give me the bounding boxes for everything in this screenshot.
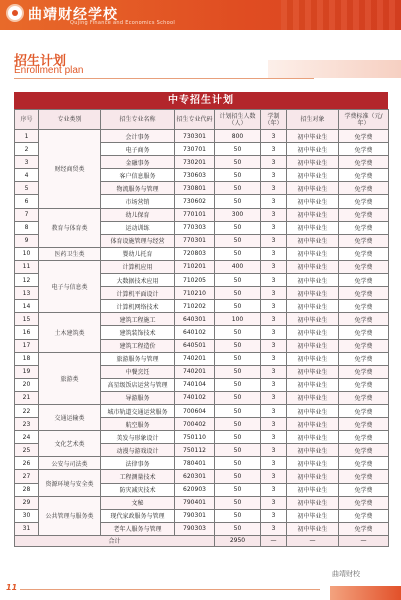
row-number-cell: 12 [15,274,39,287]
table-row [15,352,389,365]
page-number: 11 [6,583,18,592]
row-number-cell: 8 [15,221,39,234]
fee-cell: 免学费 [339,365,389,378]
major-code-cell: 740102 [175,391,215,404]
duration-cell: 3 [261,470,287,483]
title-decoration [268,60,401,78]
major-code-cell: 730801 [175,182,215,195]
major-code-cell: 710201 [175,260,215,273]
enrollment-count-cell: 400 [215,260,261,273]
total-count-cell: 2950 [215,535,261,546]
enrollment-count-cell: 50 [215,326,261,339]
category-cell: 财经商贸类 [39,130,101,209]
duration-cell: 3 [261,234,287,247]
major-name-cell: 文秘 [101,496,175,509]
duration-cell: 3 [261,509,287,522]
major-name-cell: 电子商务 [101,143,175,156]
column-header: 计划招生人数（人） [215,110,261,130]
major-name-cell: 中餐烹饪 [101,365,175,378]
duration-cell: 3 [261,208,287,221]
row-number-cell: 29 [15,496,39,509]
fee-cell: 免学费 [339,431,389,444]
enrollment-count-cell: 50 [215,470,261,483]
duration-cell: 3 [261,496,287,509]
major-code-cell: 780401 [175,457,215,470]
target-cell: 初中毕业生 [287,391,339,404]
major-code-cell: 710210 [175,287,215,300]
major-code-cell: 620903 [175,483,215,496]
major-name-cell: 体育设施管理与经营 [101,234,175,247]
major-name-cell: 计算机网络技术 [101,300,175,313]
fee-cell: 免学费 [339,182,389,195]
fee-cell: 免学费 [339,483,389,496]
fee-cell: 免学费 [339,418,389,431]
major-code-cell: 750110 [175,431,215,444]
major-code-cell: 730603 [175,169,215,182]
target-cell: 初中毕业生 [287,260,339,273]
enrollment-count-cell: 100 [215,313,261,326]
major-name-cell: 物流服务与管理 [101,182,175,195]
total-target-cell: — [287,535,339,546]
title-divider [14,78,314,79]
row-number-cell: 31 [15,522,39,535]
enrollment-count-cell: 50 [215,143,261,156]
major-name-cell: 建筑工程造价 [101,339,175,352]
duration-cell: 3 [261,300,287,313]
major-code-cell: 640301 [175,313,215,326]
fee-cell: 免学费 [339,169,389,182]
duration-cell: 3 [261,287,287,300]
enrollment-count-cell: 50 [215,496,261,509]
duration-cell: 3 [261,483,287,496]
major-name-cell: 建筑工程施工 [101,313,175,326]
major-name-cell: 金融事务 [101,156,175,169]
column-header: 招生专业名称 [101,110,175,130]
major-code-cell: 620301 [175,470,215,483]
enrollment-count-cell: 50 [215,457,261,470]
category-cell: 公安与司法类 [39,457,101,470]
major-code-cell: 710202 [175,300,215,313]
fee-cell: 免学费 [339,313,389,326]
fee-cell: 免学费 [339,352,389,365]
fee-cell: 免学费 [339,470,389,483]
fee-cell: 免学费 [339,221,389,234]
fee-cell: 免学费 [339,339,389,352]
footer-divider [20,589,320,590]
fee-cell: 免学费 [339,391,389,404]
duration-cell: 3 [261,352,287,365]
major-name-cell: 高星级饭店运营与管理 [101,378,175,391]
table-row [15,208,389,221]
page-title: 招生计划 [14,54,67,69]
row-number-cell: 30 [15,509,39,522]
duration-cell: 3 [261,156,287,169]
target-cell: 初中毕业生 [287,143,339,156]
target-cell: 初中毕业生 [287,156,339,169]
major-code-cell: 790301 [175,509,215,522]
enrollment-count-cell: 50 [215,352,261,365]
fee-cell: 免学费 [339,300,389,313]
table-body [15,130,389,547]
target-cell: 初中毕业生 [287,483,339,496]
page-title-english: Enrollment plan [14,65,84,76]
row-number-cell: 14 [15,300,39,313]
enrollment-count-cell: 50 [215,431,261,444]
target-cell: 初中毕业生 [287,247,339,260]
duration-cell: 3 [261,326,287,339]
target-cell: 初中毕业生 [287,274,339,287]
duration-cell: 3 [261,195,287,208]
table-row [15,496,389,509]
fee-cell: 免学费 [339,274,389,287]
duration-cell: 3 [261,404,287,417]
total-label-cell: 合计 [15,535,215,546]
table-row [15,404,389,417]
major-name-cell: 市场营销 [101,195,175,208]
major-code-cell: 710205 [175,274,215,287]
duration-cell: 3 [261,313,287,326]
watermark: 曲靖财校 [332,570,360,578]
total-fee-cell: — [339,535,389,546]
major-name-cell: 美发与形象设计 [101,431,175,444]
enrollment-table-container [14,92,388,547]
column-header: 招生专业代码 [175,110,215,130]
enrollment-count-cell: 50 [215,234,261,247]
major-code-cell: 730201 [175,156,215,169]
enrollment-count-cell: 50 [215,339,261,352]
row-number-cell: 10 [15,247,39,260]
school-logo-icon [6,4,24,22]
major-code-cell: 790303 [175,522,215,535]
fee-cell: 免学费 [339,404,389,417]
target-cell: 初中毕业生 [287,444,339,457]
fee-cell: 免学费 [339,378,389,391]
major-code-cell: 740201 [175,352,215,365]
row-number-cell: 19 [15,365,39,378]
target-cell: 初中毕业生 [287,221,339,234]
enrollment-count-cell: 50 [215,274,261,287]
target-cell: 初中毕业生 [287,208,339,221]
duration-cell: 3 [261,418,287,431]
school-subtitle: Qujing Finance and Economics School [70,20,176,26]
enrollment-count-cell: 50 [215,522,261,535]
row-number-cell: 3 [15,156,39,169]
target-cell: 初中毕业生 [287,522,339,535]
major-code-cell: 740104 [175,378,215,391]
enrollment-count-cell: 50 [215,169,261,182]
enrollment-count-cell: 50 [215,221,261,234]
table-title: 中专招生计划 [14,92,388,109]
major-name-cell: 客户信息服务 [101,169,175,182]
major-name-cell: 航空服务 [101,418,175,431]
major-name-cell: 城市轨道交通运营服务 [101,404,175,417]
category-cell: 文化艺术类 [39,431,101,457]
duration-cell: 3 [261,274,287,287]
major-name-cell: 工程测量技术 [101,470,175,483]
major-name-cell: 老年人服务与管理 [101,522,175,535]
row-number-cell: 27 [15,470,39,483]
category-cell: 交通运输类 [39,404,101,430]
target-cell: 初中毕业生 [287,326,339,339]
enrollment-table [14,109,389,547]
major-code-cell: 770101 [175,208,215,221]
category-cell: 公共管理与服务类 [39,496,101,535]
duration-cell: 3 [261,130,287,143]
target-cell: 初中毕业生 [287,234,339,247]
duration-cell: 3 [261,378,287,391]
fee-cell: 免学费 [339,260,389,273]
fee-cell: 免学费 [339,143,389,156]
target-cell: 初中毕业生 [287,404,339,417]
fee-cell: 免学费 [339,287,389,300]
duration-cell: 3 [261,182,287,195]
header-bar [0,0,401,30]
fee-cell: 免学费 [339,234,389,247]
category-cell: 医药卫生类 [39,247,101,260]
total-years-cell: — [261,535,287,546]
table-row [15,457,389,470]
fee-cell: 免学费 [339,496,389,509]
row-number-cell: 13 [15,287,39,300]
fee-cell: 免学费 [339,247,389,260]
duration-cell: 3 [261,431,287,444]
table-row [15,313,389,326]
target-cell: 初中毕业生 [287,352,339,365]
target-cell: 初中毕业生 [287,300,339,313]
enrollment-count-cell: 50 [215,378,261,391]
fee-cell: 免学费 [339,509,389,522]
row-number-cell: 26 [15,457,39,470]
major-code-cell: 720803 [175,247,215,260]
enrollment-count-cell: 50 [215,391,261,404]
target-cell: 初中毕业生 [287,365,339,378]
row-number-cell: 21 [15,391,39,404]
row-number-cell: 4 [15,169,39,182]
table-row [15,247,389,260]
column-header: 专业类别 [39,110,101,130]
row-number-cell: 25 [15,444,39,457]
table-row [15,431,389,444]
row-number-cell: 16 [15,326,39,339]
row-number-cell: 22 [15,404,39,417]
target-cell: 初中毕业生 [287,195,339,208]
total-row [15,535,389,546]
target-cell: 初中毕业生 [287,431,339,444]
major-name-cell: 计算机应用 [101,260,175,273]
row-number-cell: 9 [15,234,39,247]
row-number-cell: 20 [15,378,39,391]
category-cell: 电子与信息类 [39,260,101,312]
enrollment-count-cell: 300 [215,208,261,221]
major-name-cell: 导游服务 [101,391,175,404]
footer-decoration [330,586,401,600]
enrollment-count-cell: 50 [215,483,261,496]
major-code-cell: 770301 [175,234,215,247]
column-header: 招生对象 [287,110,339,130]
major-name-cell: 动漫与游戏设计 [101,444,175,457]
target-cell: 初中毕业生 [287,418,339,431]
enrollment-count-cell: 50 [215,418,261,431]
fee-cell: 免学费 [339,130,389,143]
fee-cell: 免学费 [339,522,389,535]
target-cell: 初中毕业生 [287,339,339,352]
major-name-cell: 运动训练 [101,221,175,234]
row-number-cell: 11 [15,260,39,273]
category-cell: 教育与体育类 [39,208,101,247]
row-number-cell: 18 [15,352,39,365]
major-name-cell: 大数据技术应用 [101,274,175,287]
enrollment-count-cell: 800 [215,130,261,143]
table-row [15,260,389,273]
enrollment-count-cell: 50 [215,247,261,260]
row-number-cell: 28 [15,483,39,496]
target-cell: 初中毕业生 [287,496,339,509]
major-name-cell: 旅游服务与管理 [101,352,175,365]
school-name: 曲靖财经学校 [28,7,118,23]
fee-cell: 免学费 [339,444,389,457]
major-code-cell: 770303 [175,221,215,234]
major-name-cell: 法律事务 [101,457,175,470]
enrollment-count-cell: 50 [215,287,261,300]
enrollment-count-cell: 50 [215,404,261,417]
column-header: 学制（年） [261,110,287,130]
duration-cell: 3 [261,444,287,457]
duration-cell: 3 [261,522,287,535]
row-number-cell: 7 [15,208,39,221]
enrollment-count-cell: 50 [215,195,261,208]
major-code-cell: 730602 [175,195,215,208]
duration-cell: 3 [261,247,287,260]
enrollment-count-cell: 50 [215,509,261,522]
target-cell: 初中毕业生 [287,182,339,195]
major-name-cell: 防灾减灾技术 [101,483,175,496]
target-cell: 初中毕业生 [287,470,339,483]
target-cell: 初中毕业生 [287,287,339,300]
major-name-cell: 计算机平面设计 [101,287,175,300]
major-name-cell: 现代家政服务与管理 [101,509,175,522]
column-header: 学费标准（元/年） [339,110,389,130]
enrollment-count-cell: 50 [215,182,261,195]
target-cell: 初中毕业生 [287,457,339,470]
enrollment-count-cell: 50 [215,365,261,378]
major-code-cell: 700604 [175,404,215,417]
fee-cell: 免学费 [339,326,389,339]
major-code-cell: 640501 [175,339,215,352]
category-cell: 资源环境与安全类 [39,470,101,496]
table-header-row [15,110,389,130]
duration-cell: 3 [261,221,287,234]
duration-cell: 3 [261,391,287,404]
major-name-cell: 建筑装饰技术 [101,326,175,339]
table-row [15,470,389,483]
row-number-cell: 24 [15,431,39,444]
enrollment-count-cell: 50 [215,300,261,313]
row-number-cell: 15 [15,313,39,326]
major-code-cell: 750112 [175,444,215,457]
row-number-cell: 2 [15,143,39,156]
column-header: 序号 [15,110,39,130]
duration-cell: 3 [261,365,287,378]
row-number-cell: 23 [15,418,39,431]
row-number-cell: 5 [15,182,39,195]
row-number-cell: 1 [15,130,39,143]
category-cell: 土木建筑类 [39,313,101,352]
enrollment-count-cell: 50 [215,444,261,457]
target-cell: 初中毕业生 [287,313,339,326]
table-row [15,130,389,143]
major-name-cell: 婴幼儿托育 [101,247,175,260]
duration-cell: 3 [261,143,287,156]
major-code-cell: 730701 [175,143,215,156]
major-code-cell: 790401 [175,496,215,509]
target-cell: 初中毕业生 [287,378,339,391]
target-cell: 初中毕业生 [287,130,339,143]
major-code-cell: 730301 [175,130,215,143]
major-name-cell: 会计事务 [101,130,175,143]
fee-cell: 免学费 [339,208,389,221]
fee-cell: 免学费 [339,156,389,169]
row-number-cell: 6 [15,195,39,208]
enrollment-count-cell: 50 [215,156,261,169]
row-number-cell: 17 [15,339,39,352]
major-name-cell: 幼儿保育 [101,208,175,221]
fee-cell: 免学费 [339,457,389,470]
major-code-cell: 740201 [175,365,215,378]
major-code-cell: 640102 [175,326,215,339]
fee-cell: 免学费 [339,195,389,208]
duration-cell: 3 [261,260,287,273]
major-code-cell: 700402 [175,418,215,431]
duration-cell: 3 [261,457,287,470]
duration-cell: 3 [261,169,287,182]
category-cell: 旅游类 [39,352,101,404]
duration-cell: 3 [261,339,287,352]
target-cell: 初中毕业生 [287,509,339,522]
target-cell: 初中毕业生 [287,169,339,182]
